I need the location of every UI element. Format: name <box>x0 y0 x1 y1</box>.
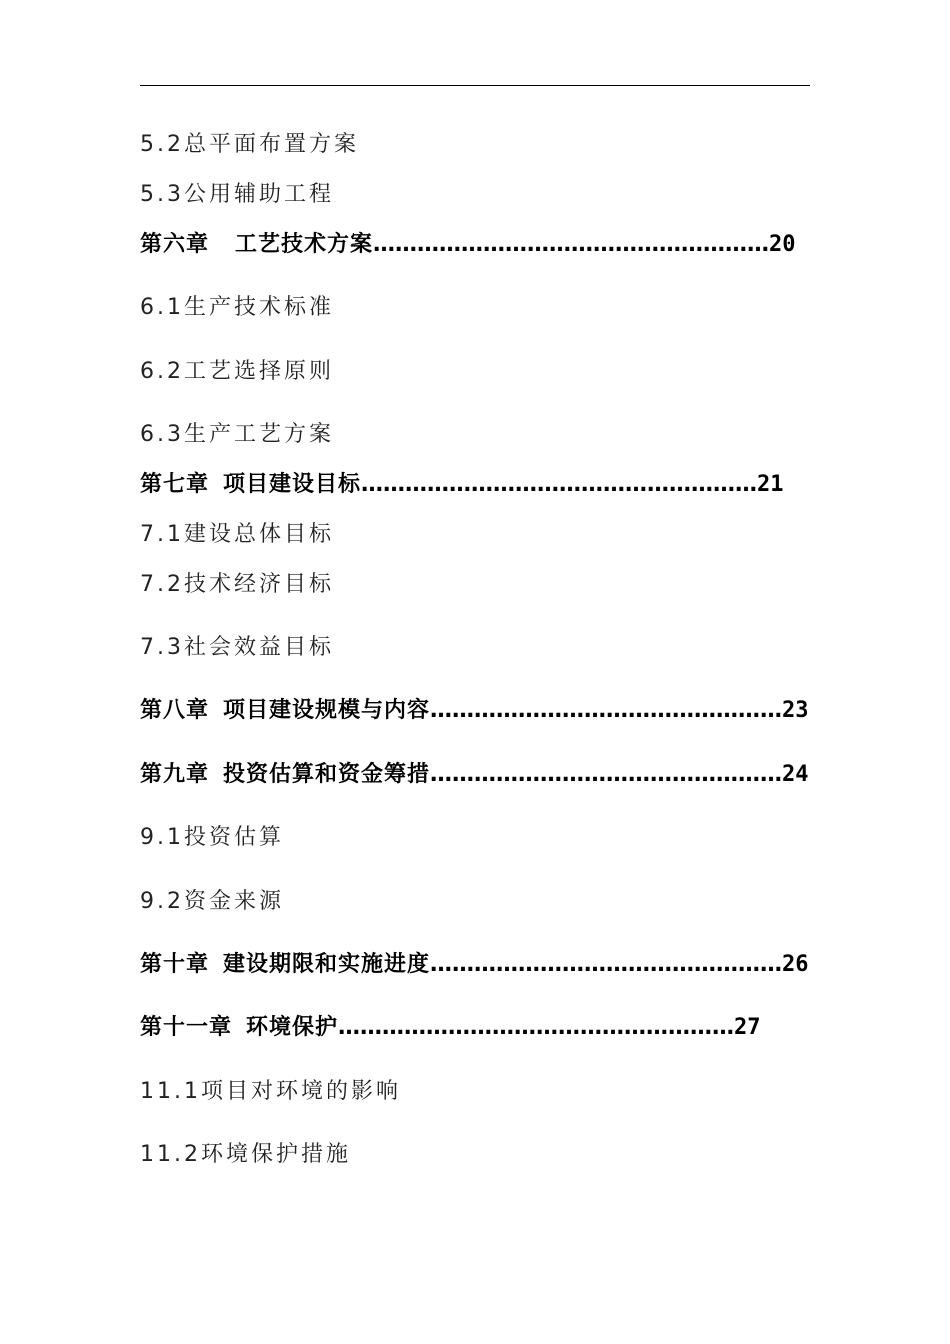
chapter-label: 第七章 <box>140 472 210 497</box>
toc-entry-text: 11.1项目对环境的影响 <box>140 1079 401 1104</box>
chapter-title: 项目建设目标 <box>223 472 362 497</box>
toc-entry-text: 9.2资金来源 <box>140 889 284 914</box>
toc-entry-7-1[interactable] <box>140 524 334 546</box>
toc-chapter-9[interactable] <box>140 764 809 786</box>
toc-entry-text: 11.2环境保护措施 <box>140 1142 351 1167</box>
toc-entry-11-1[interactable] <box>140 1081 401 1103</box>
toc-entry-5-2[interactable] <box>140 134 359 156</box>
toc-chapter-8[interactable] <box>140 700 809 722</box>
chapter-label: 第六章 <box>140 232 210 257</box>
toc-entry-6-3[interactable] <box>140 424 334 446</box>
toc-entry-7-2[interactable] <box>140 574 334 596</box>
page-number: 21 <box>757 472 784 497</box>
toc-entry-text: 7.2技术经济目标 <box>140 572 334 597</box>
dot-leader: ………………………………………… <box>430 698 783 723</box>
chapter-title: 项目建设规模与内容 <box>223 698 431 723</box>
page-number: 27 <box>734 1015 761 1040</box>
toc-chapter-10[interactable] <box>140 954 809 976</box>
toc-entry-text: 5.2总平面布置方案 <box>140 132 359 157</box>
dot-leader: ……………………………………………… <box>361 472 758 497</box>
toc-entry-9-1[interactable] <box>140 827 284 849</box>
page-number: 20 <box>769 232 796 257</box>
toc-entry-text: 6.1生产技术标准 <box>140 295 334 320</box>
dot-leader: ………………………………………… <box>430 952 783 977</box>
chapter-label: 第八章 <box>140 698 210 723</box>
toc-entry-7-3[interactable] <box>140 637 334 659</box>
chapter-label: 第九章 <box>140 762 210 787</box>
toc-entry-text: 6.2工艺选择原则 <box>140 359 334 384</box>
toc-entry-text: 9.1投资估算 <box>140 825 284 850</box>
page-number: 26 <box>782 952 809 977</box>
toc-entry-6-1[interactable] <box>140 297 334 319</box>
toc-entry-9-2[interactable] <box>140 891 284 913</box>
header-rule <box>140 85 810 86</box>
toc-chapter-6[interactable] <box>140 234 796 256</box>
chapter-title: 投资估算和资金筹措 <box>223 762 431 787</box>
chapter-label: 第十章 <box>140 952 210 977</box>
toc-entry-11-2[interactable] <box>140 1144 351 1166</box>
page-number: 24 <box>782 762 809 787</box>
toc-entry-text: 7.3社会效益目标 <box>140 635 334 660</box>
toc-chapter-11[interactable] <box>140 1017 761 1039</box>
toc-chapter-7[interactable] <box>140 474 784 496</box>
chapter-title: 建设期限和实施进度 <box>223 952 431 977</box>
toc-entry-6-2[interactable] <box>140 361 334 383</box>
dot-leader: ………………………………………… <box>430 762 783 787</box>
toc-entry-5-3[interactable] <box>140 184 334 206</box>
toc-entry-text: 7.1建设总体目标 <box>140 522 334 547</box>
chapter-label: 第十一章 <box>140 1015 233 1040</box>
dot-leader: ……………………………………………… <box>338 1015 735 1040</box>
toc-entry-text: 5.3公用辅助工程 <box>140 182 334 207</box>
chapter-title: 工艺技术方案 <box>235 232 374 257</box>
dot-leader: ……………………………………………… <box>373 232 770 257</box>
page-number: 23 <box>782 698 809 723</box>
chapter-title: 环境保护 <box>246 1015 339 1040</box>
toc-entry-text: 6.3生产工艺方案 <box>140 422 334 447</box>
